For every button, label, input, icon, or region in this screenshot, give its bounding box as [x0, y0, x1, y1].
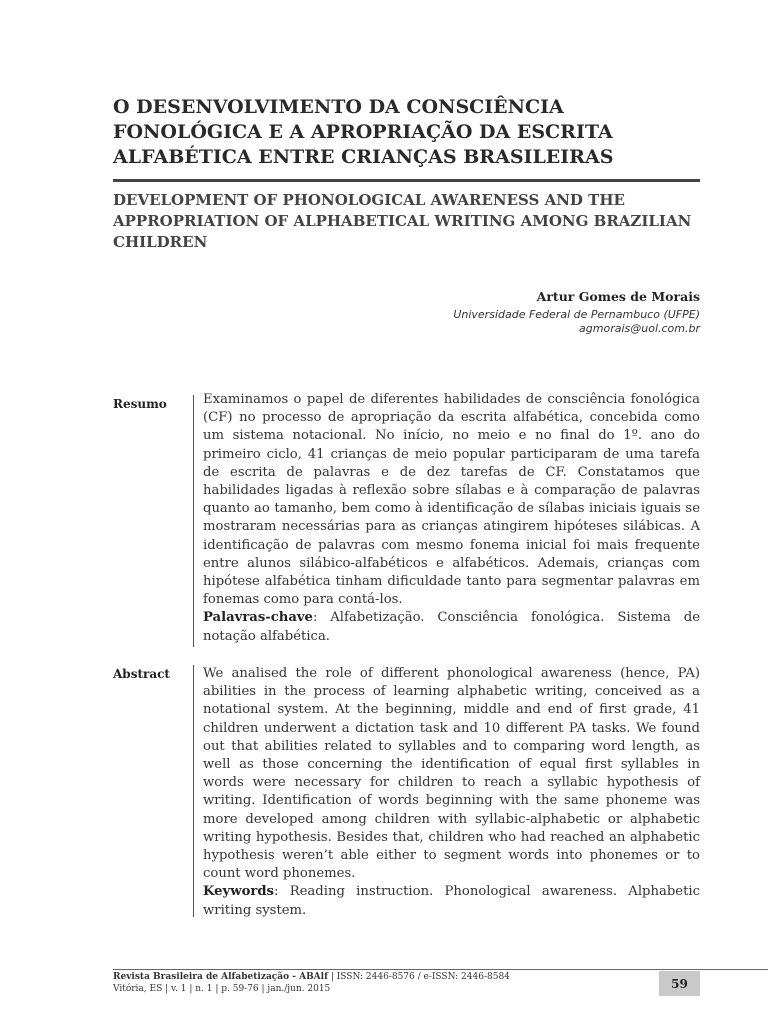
resumo-keywords [203, 609, 700, 645]
resumo-text: Examinamos o papel de diferentes habilidades de consciência fonológica (CF) no processo de apropriação da escrita alfabética, concebida como um sistema notacional. No início, no meio e no final do 1º. ano do primeiro ciclo, 41 crianças de meio popular participaram de uma tarefa de escrita de palavras e de dez tarefas de CF. Constatamos que habilidades ligadas à reflexão sobre sílabas e à comparação de palavras quanto ao tamanho, bem como à identificação de sílabas iniciais iguais se mostraram necessárias para as crianças atingirem hipóteses silábicas. A identificação de palavras com mesmo fonema inicial foi mais frequente entre alunos silábico-alfabéticos e alfabéticos. Ademais, crianças com hipótese alfabética tinham dificuldade tanto para segmentar palavras em fonemas como para contá-los. [203, 392, 700, 608]
resumo-keywords-label: Palavras-chave [203, 610, 313, 626]
article-title-english: DEVELOPMENT OF PHONOLOGICAL AWARENESS AND THE APPROPRIATION OF ALPHABETICAL WRITING AMONG BRAZILIAN CHILDREN [113, 191, 692, 251]
page-number: 59 [659, 971, 700, 996]
footer-journal-line [113, 972, 510, 982]
abstract-keywords [203, 883, 700, 919]
abstract-text: We analised the role of different phonological awareness (hence, PA) abilities in the process of learning alphabetic writing, conceived as a notational system. At the beginning, middle and end of first grade, 41 children underwent a dictation task and 10 different PA tasks. We found out that abilities related to syllables and to comparing word length, as well as those concerning the identification of equal first syllables in words were necessary for children to reach a syllabic hypothesis of writing. Identification of words beginning with the same phoneme was more developed among children with syllabic-alphabetic or alphabetic writing hypothesis. Besides that, children who had reached an alphabetic hypothesis weren’t able either to segment words into phonemes or to count word phonemes. [203, 666, 700, 882]
abstract-keywords-text: : Reading instruction. Phonological awareness. Alphabetic writing system. [203, 884, 700, 918]
resumo-label: Resumo [113, 397, 167, 411]
footer-divider [113, 969, 768, 970]
resumo-keywords-text: : Alfabetização. Consciência fonológica. Sistema de notação alfabética. [203, 610, 700, 644]
footer-journal-name: Revista Brasileira de Alfabetização - ABAlf [113, 972, 328, 982]
article-title-portuguese: O DESENVOLVIMENTO DA CONSCIÊNCIA FONOLÓGICA E A APROPRIAÇÃO DA ESCRITA ALFABÉTICA ENTRE CRIANÇAS BRASILEIRAS [113, 96, 614, 168]
footer-issn: | ISSN: 2446-8576 / e-ISSN: 2446-8584 [327, 972, 510, 982]
author-email: agmorais@uol.com.br [579, 322, 700, 335]
abstract-body [203, 665, 700, 920]
resumo-body [203, 391, 700, 646]
abstract-divider [193, 665, 194, 917]
abstract-label: Abstract [113, 667, 170, 681]
author-affiliation: Universidade Federal de Pernambuco (UFPE) [453, 308, 700, 321]
resumo-divider [193, 395, 194, 647]
abstract-keywords-label: Keywords [203, 884, 274, 900]
footer-issue-line: Vitória, ES | v. 1 | n. 1 | p. 59-76 | jan./jun. 2015 [113, 984, 331, 994]
author-name: Artur Gomes de Morais [536, 289, 700, 304]
title-divider [113, 179, 700, 182]
